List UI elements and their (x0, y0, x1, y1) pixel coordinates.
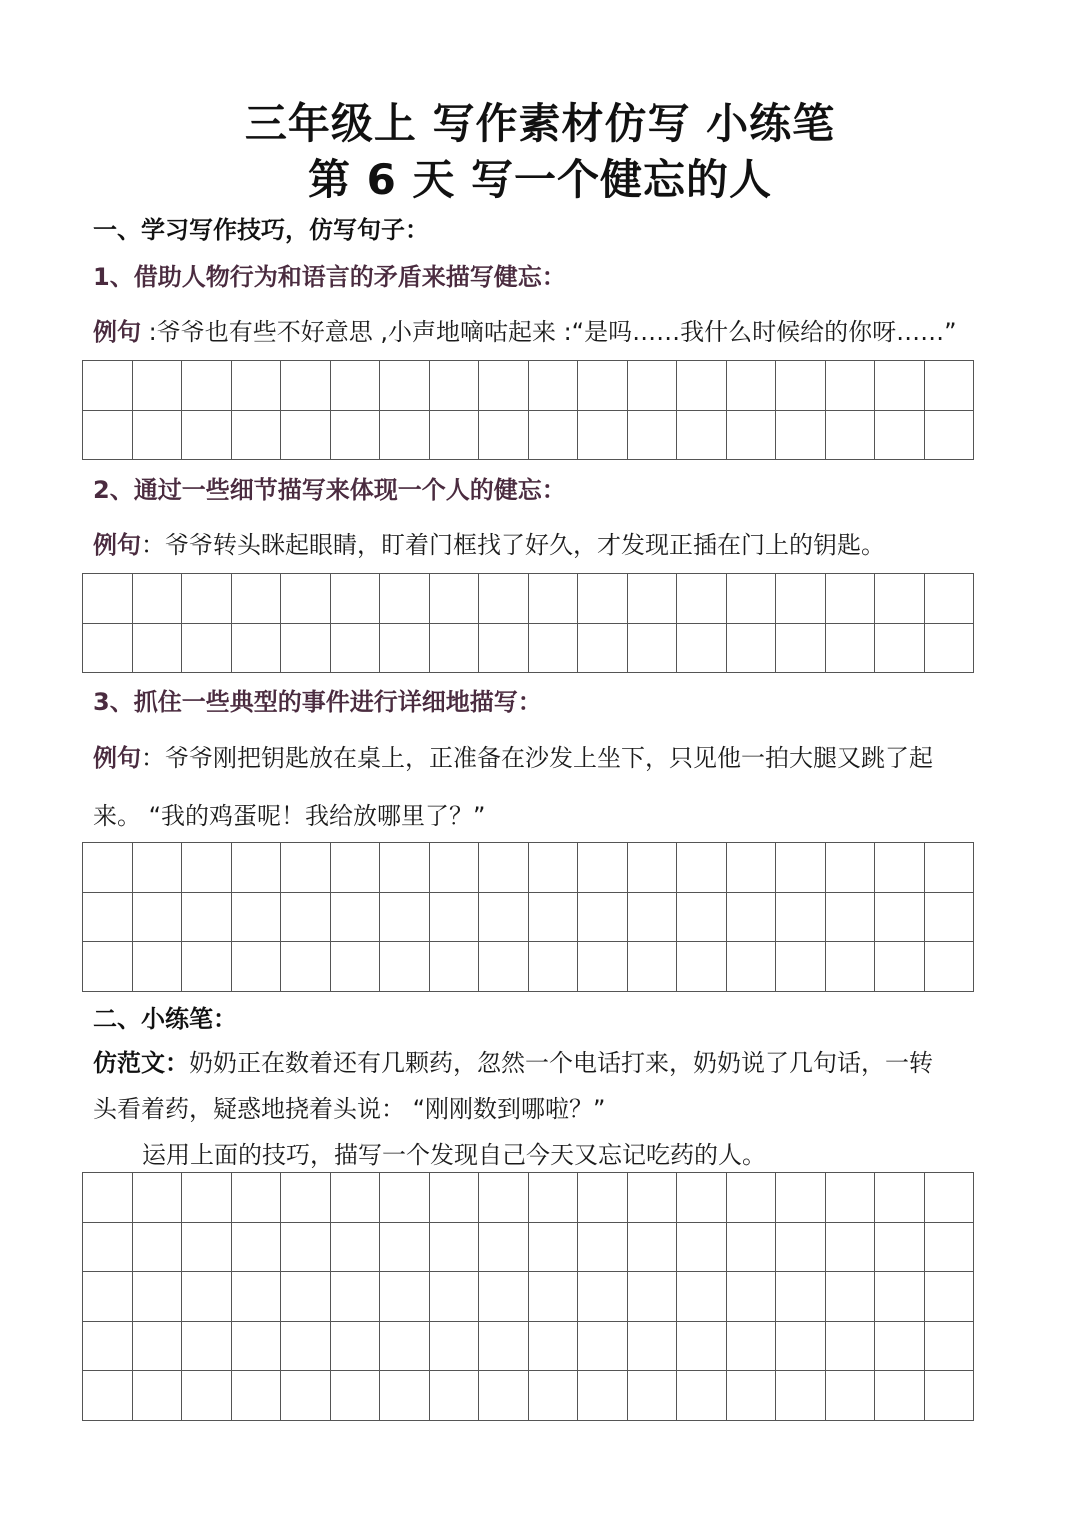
grid-cell[interactable] (677, 361, 727, 411)
grid-cell[interactable] (529, 1371, 579, 1421)
grid-cell[interactable] (133, 942, 183, 992)
section-heading-practice: 二、小练笔： (93, 1005, 237, 1033)
grid-cell[interactable] (430, 1223, 480, 1273)
grid-cell[interactable] (380, 1173, 430, 1223)
grid-cell[interactable] (578, 893, 628, 943)
grid-cell[interactable] (578, 1371, 628, 1421)
grid-cell[interactable] (875, 1322, 925, 1372)
grid-row (83, 411, 974, 461)
grid-cell[interactable] (232, 361, 282, 411)
grid-cell[interactable] (529, 1173, 579, 1223)
grid-cell[interactable] (925, 942, 975, 992)
grid-cell[interactable] (925, 1223, 975, 1273)
grid-cell[interactable] (182, 411, 232, 461)
grid-cell[interactable] (925, 1173, 975, 1223)
grid-row (83, 1322, 974, 1372)
grid-cell[interactable] (182, 1371, 232, 1421)
grid-cell[interactable] (479, 1173, 529, 1223)
grid-cell[interactable] (628, 411, 678, 461)
grid-cell[interactable] (529, 843, 579, 893)
grid-cell[interactable] (776, 843, 826, 893)
grid-cell[interactable] (925, 893, 975, 943)
grid-cell[interactable] (281, 1223, 331, 1273)
grid-cell[interactable] (826, 624, 876, 674)
grid-cell[interactable] (430, 1272, 480, 1322)
grid-cell[interactable] (925, 411, 975, 461)
technique-1-heading: 1、借助人物行为和语言的矛盾来描写健忘： (93, 263, 566, 291)
grid-cell[interactable] (281, 1272, 331, 1322)
grid-cell[interactable] (578, 843, 628, 893)
grid-cell[interactable] (182, 624, 232, 674)
grid-cell[interactable] (677, 1173, 727, 1223)
grid-cell[interactable] (430, 1371, 480, 1421)
grid-cell[interactable] (677, 893, 727, 943)
grid-cell[interactable] (430, 1322, 480, 1372)
grid-cell[interactable] (380, 1272, 430, 1322)
grid-cell[interactable] (776, 1371, 826, 1421)
grid-cell[interactable] (628, 1173, 678, 1223)
grid-cell[interactable] (380, 411, 430, 461)
grid-cell[interactable] (133, 843, 183, 893)
grid-cell[interactable] (232, 942, 282, 992)
grid-cell[interactable] (628, 624, 678, 674)
grid-cell[interactable] (529, 361, 579, 411)
grid-cell[interactable] (776, 1173, 826, 1223)
grid-cell[interactable] (133, 1223, 183, 1273)
grid-cell[interactable] (826, 942, 876, 992)
technique-3-example (93, 729, 993, 787)
grid-cell[interactable] (281, 893, 331, 943)
grid-cell[interactable] (232, 1322, 282, 1372)
grid-cell[interactable] (232, 1173, 282, 1223)
section-heading-techniques: 一、学习写作技巧，仿写句子： (93, 216, 429, 244)
grid-cell[interactable] (232, 893, 282, 943)
grid-cell[interactable] (133, 411, 183, 461)
example-text: :爷爷也有些不好意思 ,小声地嘀咕起来 :“是吗……我什么时候给的你呀……” (141, 318, 957, 346)
grid-cell[interactable] (529, 1223, 579, 1273)
grid-cell[interactable] (331, 361, 381, 411)
grid-cell[interactable] (430, 1173, 480, 1223)
grid-row (83, 942, 974, 992)
technique-3-example-continued: 来。 “我的鸡蛋呢！我给放哪里了？” (93, 802, 486, 830)
grid-cell[interactable] (133, 1322, 183, 1372)
grid-cell[interactable] (628, 893, 678, 943)
grid-cell[interactable] (331, 1371, 381, 1421)
technique-1-example (93, 303, 993, 361)
grid-cell[interactable] (133, 1371, 183, 1421)
grid-cell[interactable] (925, 624, 975, 674)
grid-cell[interactable] (875, 361, 925, 411)
grid-cell[interactable] (380, 1371, 430, 1421)
model-text (93, 1041, 933, 1085)
grid-cell[interactable] (133, 624, 183, 674)
grid-cell[interactable] (776, 624, 826, 674)
grid-cell[interactable] (83, 1371, 133, 1421)
grid-cell[interactable] (430, 361, 480, 411)
grid-cell[interactable] (380, 1322, 430, 1372)
grid-cell[interactable] (578, 361, 628, 411)
grid-cell[interactable] (281, 361, 331, 411)
grid-cell[interactable] (578, 411, 628, 461)
grid-cell[interactable] (232, 574, 282, 624)
grid-cell[interactable] (776, 1322, 826, 1372)
grid-cell[interactable] (628, 361, 678, 411)
grid-cell[interactable] (529, 574, 579, 624)
grid-cell[interactable] (776, 1223, 826, 1273)
grid-cell[interactable] (677, 1223, 727, 1273)
grid-cell[interactable] (628, 1371, 678, 1421)
writing-grid-1[interactable] (82, 360, 974, 460)
grid-cell[interactable] (479, 843, 529, 893)
grid-cell[interactable] (182, 893, 232, 943)
grid-cell[interactable] (578, 1223, 628, 1273)
grid-cell[interactable] (826, 1371, 876, 1421)
grid-cell[interactable] (430, 942, 480, 992)
grid-row (83, 1173, 974, 1223)
grid-cell[interactable] (479, 411, 529, 461)
grid-cell[interactable] (479, 942, 529, 992)
grid-cell[interactable] (83, 411, 133, 461)
grid-cell[interactable] (83, 893, 133, 943)
grid-cell[interactable] (331, 1322, 381, 1372)
grid-cell[interactable] (578, 942, 628, 992)
grid-cell[interactable] (727, 574, 777, 624)
grid-cell[interactable] (83, 843, 133, 893)
grid-cell[interactable] (281, 411, 331, 461)
grid-cell[interactable] (479, 893, 529, 943)
grid-cell[interactable] (826, 843, 876, 893)
technique-2-example (93, 516, 993, 574)
grid-cell[interactable] (232, 843, 282, 893)
model-text-line2: 头看着药，疑惑地挠着头说： “刚刚数到哪啦？” (93, 1095, 606, 1123)
grid-cell[interactable] (232, 624, 282, 674)
grid-cell[interactable] (628, 942, 678, 992)
writing-grid-2[interactable] (82, 573, 974, 673)
grid-cell[interactable] (479, 1223, 529, 1273)
grid-cell[interactable] (628, 843, 678, 893)
grid-cell[interactable] (875, 843, 925, 893)
grid-cell[interactable] (83, 361, 133, 411)
grid-cell[interactable] (281, 942, 331, 992)
grid-cell[interactable] (133, 1272, 183, 1322)
grid-cell[interactable] (875, 1223, 925, 1273)
grid-cell[interactable] (776, 361, 826, 411)
grid-cell[interactable] (628, 1272, 678, 1322)
grid-cell[interactable] (727, 624, 777, 674)
grid-cell[interactable] (727, 893, 777, 943)
grid-cell[interactable] (380, 1223, 430, 1273)
grid-cell[interactable] (133, 574, 183, 624)
grid-cell[interactable] (529, 1322, 579, 1372)
grid-cell[interactable] (331, 624, 381, 674)
grid-cell[interactable] (529, 624, 579, 674)
grid-cell[interactable] (727, 411, 777, 461)
grid-row (83, 1371, 974, 1421)
grid-cell[interactable] (578, 624, 628, 674)
grid-cell[interactable] (232, 1371, 282, 1421)
practice-instruction: 运用上面的技巧，描写一个发现自己今天又忘记吃药的人。 (142, 1141, 766, 1169)
grid-cell[interactable] (875, 942, 925, 992)
grid-cell[interactable] (727, 942, 777, 992)
grid-cell[interactable] (479, 361, 529, 411)
grid-cell[interactable] (925, 1272, 975, 1322)
grid-cell[interactable] (182, 574, 232, 624)
grid-cell[interactable] (281, 1173, 331, 1223)
grid-cell[interactable] (83, 942, 133, 992)
grid-cell[interactable] (380, 893, 430, 943)
grid-cell[interactable] (776, 574, 826, 624)
grid-cell[interactable] (628, 1223, 678, 1273)
grid-cell[interactable] (380, 574, 430, 624)
grid-cell[interactable] (578, 1173, 628, 1223)
grid-cell[interactable] (430, 411, 480, 461)
grid-cell[interactable] (826, 1223, 876, 1273)
grid-row (83, 1223, 974, 1273)
grid-cell[interactable] (430, 843, 480, 893)
grid-cell[interactable] (331, 1223, 381, 1273)
grid-cell[interactable] (677, 624, 727, 674)
grid-cell[interactable] (281, 624, 331, 674)
grid-cell[interactable] (727, 1223, 777, 1273)
grid-cell[interactable] (83, 1223, 133, 1273)
grid-cell[interactable] (776, 1272, 826, 1322)
page-subtitle: 第 6 天 写一个健忘的人 (307, 155, 773, 204)
grid-cell[interactable] (182, 942, 232, 992)
grid-cell[interactable] (331, 942, 381, 992)
grid-cell[interactable] (628, 1322, 678, 1372)
grid-row (83, 624, 974, 674)
grid-cell[interactable] (925, 843, 975, 893)
grid-cell[interactable] (479, 1272, 529, 1322)
grid-cell[interactable] (776, 893, 826, 943)
grid-row (83, 574, 974, 624)
grid-row (83, 843, 974, 893)
grid-cell[interactable] (380, 843, 430, 893)
grid-cell[interactable] (133, 1173, 183, 1223)
grid-cell[interactable] (677, 1371, 727, 1421)
grid-cell[interactable] (331, 574, 381, 624)
grid-cell[interactable] (875, 893, 925, 943)
grid-cell[interactable] (529, 1272, 579, 1322)
grid-cell[interactable] (83, 1272, 133, 1322)
grid-cell[interactable] (479, 624, 529, 674)
grid-cell[interactable] (578, 1322, 628, 1372)
grid-cell[interactable] (925, 574, 975, 624)
example-text: ：爷爷刚把钥匙放在桌上，正准备在沙发上坐下，只见他一拍大腿又跳了起 (141, 744, 933, 772)
grid-cell[interactable] (430, 574, 480, 624)
grid-cell[interactable] (133, 893, 183, 943)
grid-cell[interactable] (232, 411, 282, 461)
grid-cell[interactable] (232, 1223, 282, 1273)
grid-cell[interactable] (83, 1322, 133, 1372)
grid-cell[interactable] (677, 1272, 727, 1322)
grid-cell[interactable] (331, 843, 381, 893)
grid-cell[interactable] (182, 843, 232, 893)
grid-row (83, 893, 974, 943)
grid-cell[interactable] (281, 843, 331, 893)
grid-cell[interactable] (578, 1272, 628, 1322)
grid-cell[interactable] (380, 624, 430, 674)
grid-cell[interactable] (826, 361, 876, 411)
grid-cell[interactable] (83, 1173, 133, 1223)
grid-cell[interactable] (826, 893, 876, 943)
grid-cell[interactable] (677, 574, 727, 624)
grid-cell[interactable] (430, 893, 480, 943)
grid-cell[interactable] (380, 361, 430, 411)
grid-cell[interactable] (826, 411, 876, 461)
grid-cell[interactable] (776, 942, 826, 992)
grid-cell[interactable] (281, 1322, 331, 1372)
grid-cell[interactable] (182, 1322, 232, 1372)
technique-2-heading: 2、通过一些细节描写来体现一个人的健忘： (93, 476, 566, 504)
grid-cell[interactable] (875, 624, 925, 674)
grid-cell[interactable] (529, 942, 579, 992)
grid-cell[interactable] (826, 1173, 876, 1223)
grid-row (83, 1272, 974, 1322)
grid-cell[interactable] (83, 574, 133, 624)
grid-cell[interactable] (430, 624, 480, 674)
model-text-line1: 奶奶正在数着还有几颗药，忽然一个电话打来，奶奶说了几句话，一转 (189, 1049, 933, 1077)
grid-cell[interactable] (182, 1173, 232, 1223)
grid-cell[interactable] (677, 843, 727, 893)
grid-cell[interactable] (133, 361, 183, 411)
example-label: 例句 (93, 531, 141, 559)
grid-cell[interactable] (677, 411, 727, 461)
technique-3-heading: 3、抓住一些典型的事件进行详细地描写： (93, 688, 542, 716)
writing-grid-3[interactable] (82, 842, 974, 992)
grid-cell[interactable] (875, 1173, 925, 1223)
grid-cell[interactable] (479, 1322, 529, 1372)
grid-cell[interactable] (479, 1371, 529, 1421)
grid-cell[interactable] (578, 574, 628, 624)
grid-cell[interactable] (83, 624, 133, 674)
grid-cell[interactable] (331, 1272, 381, 1322)
grid-cell[interactable] (529, 893, 579, 943)
grid-cell[interactable] (182, 1223, 232, 1273)
grid-cell[interactable] (875, 1272, 925, 1322)
example-label: 例句 (93, 744, 141, 772)
grid-cell[interactable] (628, 574, 678, 624)
grid-cell[interactable] (232, 1272, 282, 1322)
grid-cell[interactable] (875, 574, 925, 624)
grid-cell[interactable] (677, 1322, 727, 1372)
grid-cell[interactable] (727, 361, 777, 411)
grid-cell[interactable] (875, 411, 925, 461)
grid-cell[interactable] (826, 1272, 876, 1322)
grid-cell[interactable] (727, 1371, 777, 1421)
grid-cell[interactable] (727, 1173, 777, 1223)
page-title: 三年级上 写作素材仿写 小练笔 (244, 99, 836, 148)
grid-cell[interactable] (281, 574, 331, 624)
grid-cell[interactable] (677, 942, 727, 992)
grid-cell[interactable] (727, 1272, 777, 1322)
grid-cell[interactable] (875, 1371, 925, 1421)
model-label: 仿范文： (93, 1049, 189, 1077)
grid-cell[interactable] (331, 893, 381, 943)
grid-cell[interactable] (479, 574, 529, 624)
grid-cell[interactable] (182, 361, 232, 411)
grid-cell[interactable] (380, 942, 430, 992)
grid-cell[interactable] (925, 361, 975, 411)
writing-grid-4[interactable] (82, 1172, 974, 1421)
grid-cell[interactable] (182, 1272, 232, 1322)
grid-cell[interactable] (331, 411, 381, 461)
example-label: 例句 (93, 318, 141, 346)
grid-cell[interactable] (281, 1371, 331, 1421)
grid-row (83, 361, 974, 411)
grid-cell[interactable] (529, 411, 579, 461)
grid-cell[interactable] (331, 1173, 381, 1223)
grid-cell[interactable] (925, 1322, 975, 1372)
grid-cell[interactable] (776, 411, 826, 461)
grid-cell[interactable] (727, 1322, 777, 1372)
grid-cell[interactable] (826, 574, 876, 624)
grid-cell[interactable] (727, 843, 777, 893)
example-text: ：爷爷转头眯起眼睛，盯着门框找了好久，才发现正插在门上的钥匙。 (141, 531, 885, 559)
grid-cell[interactable] (826, 1322, 876, 1372)
grid-cell[interactable] (925, 1371, 975, 1421)
